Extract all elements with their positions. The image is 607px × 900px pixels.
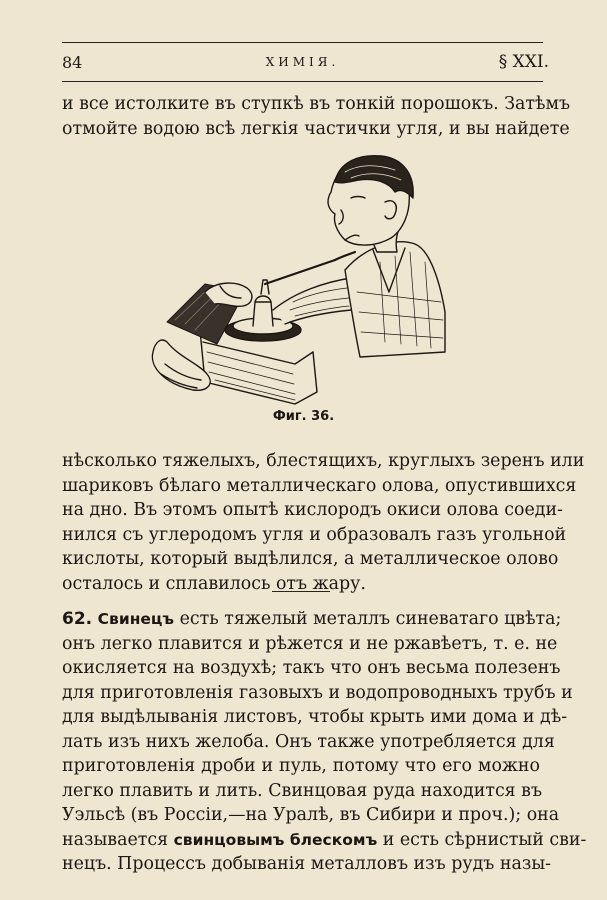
text-line: легко плавить и лить. Свинцовая руда находится въ [62, 780, 543, 801]
text-line: кислоты, который выдѣлился, а металлическое олово [62, 549, 559, 569]
text-line: шариковъ бѣлаго металлическаго олова, опустившихся [62, 475, 577, 496]
text-line: нился съ углеродомъ угля и образовалъ газъ угольной [62, 524, 567, 545]
figure-caption: Фиг. 36. [272, 409, 335, 424]
paragraph-tin-result [62, 449, 585, 596]
text-line: отмойте водою всѣ легкія частички угля, и вы найдете [62, 118, 570, 139]
text-line [62, 607, 562, 632]
text-line: приготовленія дроби и пуль, потому что его можно [62, 756, 540, 776]
text-line: на дно. Въ этомъ опытѣ кислородъ окиси олова соеди- [62, 500, 563, 520]
figure-illustration [145, 152, 445, 407]
paragraph-lead [62, 607, 587, 877]
running-title: ХИМІЯ. [265, 55, 340, 69]
text-fragment: называется [62, 829, 169, 850]
paragraph-intro [62, 92, 571, 141]
text-line: окисляется на воздухѣ; такъ что онъ весьма полезенъ [62, 658, 561, 678]
text-line: нецъ. Процессъ добыванія металловъ изъ рудъ назы- [62, 854, 552, 874]
term-lead: Свинецъ [97, 610, 175, 628]
page-header [62, 42, 549, 82]
text-line: лать изъ нихъ желоба. Онъ также употребляется для [62, 731, 555, 752]
text-line: Уэльсѣ (въ Россіи,—на Уралѣ, въ Сибири и проч.); она [62, 805, 560, 825]
text-line: для выдѣлыванія листовъ, чтобы крыть ими дома и дѣ- [62, 707, 568, 727]
text-line: и все истолките въ ступкѣ въ тонкій порошокъ. Затѣмъ [62, 94, 571, 114]
section-divider [272, 591, 330, 592]
paragraph-number: 62. [62, 609, 93, 629]
text-line: нѣсколько тяжелыхъ, блестящихъ, круглыхъ зеренъ или [62, 451, 585, 471]
section-mark: § XXI. [498, 52, 549, 72]
text-fragment: и есть сѣрнистый сви- [382, 829, 587, 850]
text-line [62, 828, 587, 853]
page-number: 84 [62, 53, 83, 72]
text-fragment: есть тяжелый металлъ синеватаго цвѣта; [179, 609, 562, 629]
text-line: осталось и сплавилось отъ жару. [62, 573, 366, 594]
text-line: онъ легко плавится и рѣжется и не ржавѣетъ, т. е. не [62, 633, 558, 654]
term-galena: свинцовымъ блескомъ [173, 830, 378, 849]
text-line: для приготовленія газовыхъ и водопроводныхъ трубъ и [62, 682, 573, 703]
